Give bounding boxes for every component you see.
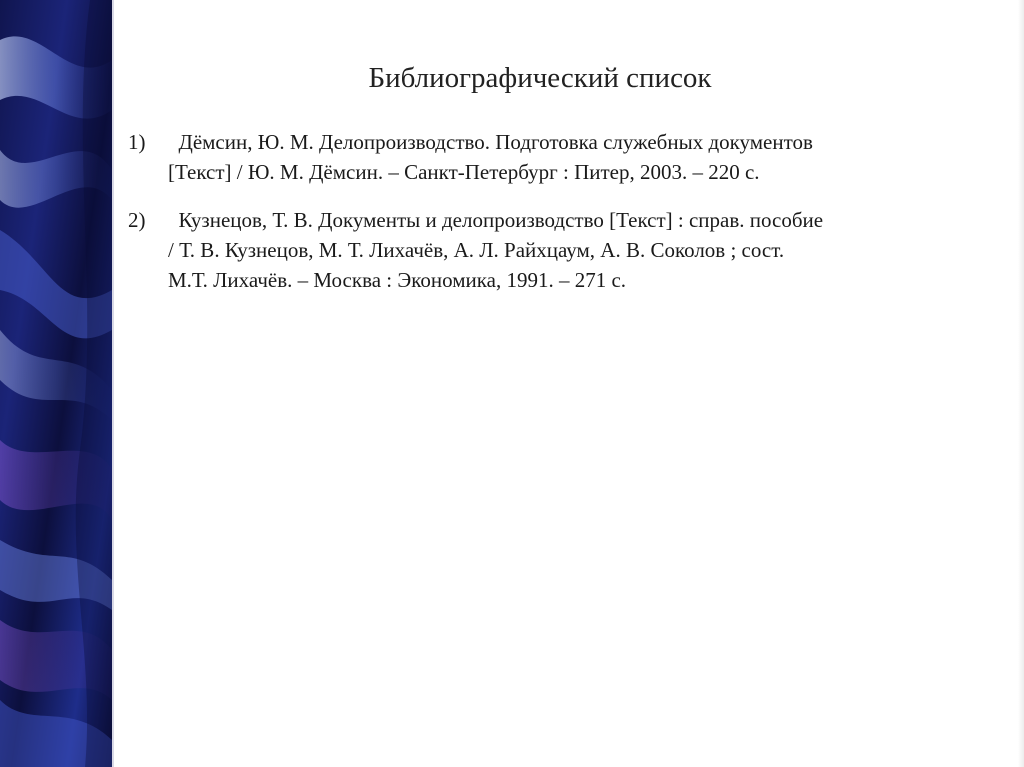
bibliography-entry	[128, 127, 988, 187]
slide-divider	[112, 0, 114, 767]
entry-line: [Текст] / Ю. М. Дёмсин. – Санкт-Петербург : Питер, 2003. – 220 с.	[168, 160, 760, 184]
wave-background-graphic	[0, 0, 112, 767]
decorative-wave-band	[0, 0, 112, 767]
slide-title: Библиографический список	[368, 62, 712, 94]
entry-text	[168, 127, 988, 187]
bibliography-entry	[128, 205, 988, 295]
entry-line: Кузнецов, Т. В. Документы и делопроизводство [Текст] : справ. пособие	[168, 208, 824, 232]
slide-right-edge	[1018, 0, 1024, 767]
entry-number: 2)	[128, 208, 146, 232]
entry-line: / Т. В. Кузнецов, М. Т. Лихачёв, А. Л. Райхцаум, А. В. Соколов ; сост.	[168, 238, 785, 262]
entry-number: 1)	[128, 130, 146, 154]
entry-line: М.Т. Лихачёв. – Москва : Экономика, 1991. – 271 с.	[168, 268, 627, 292]
entry-line: Дёмсин, Ю. М. Делопроизводство. Подготовка служебных документов	[168, 130, 813, 154]
entry-text	[168, 205, 988, 295]
